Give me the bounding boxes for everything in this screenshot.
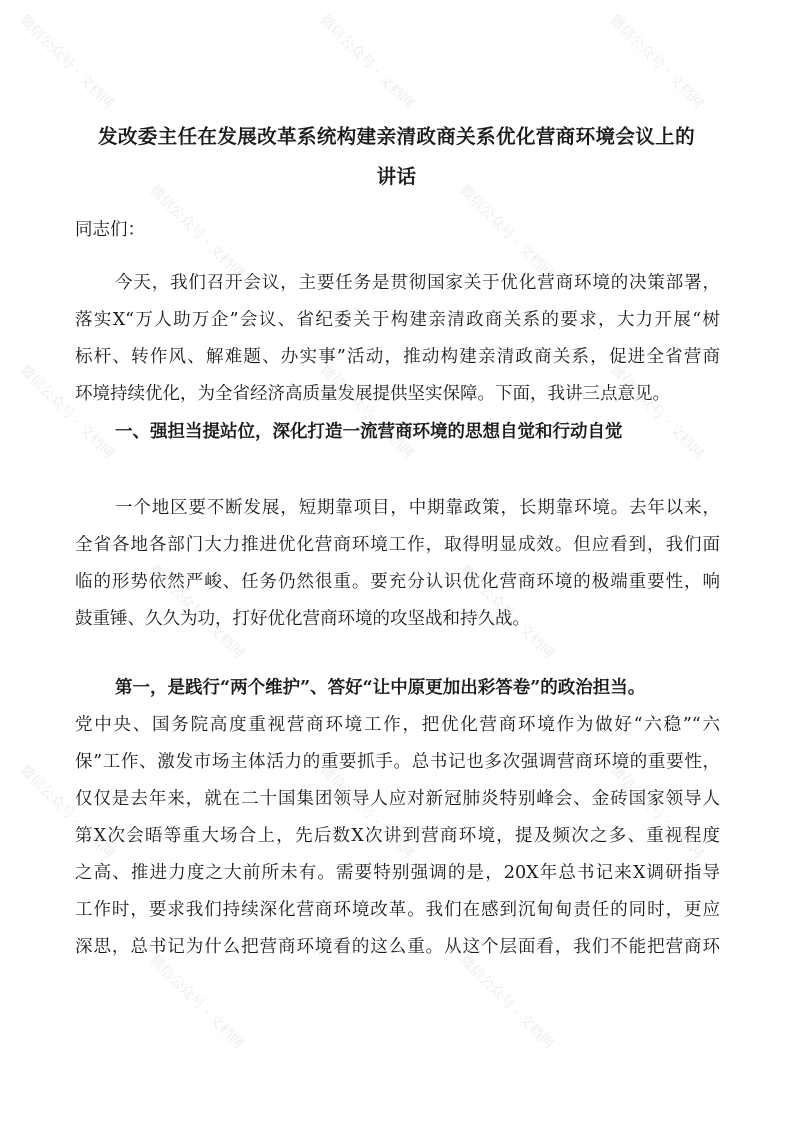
watermark: 微信公众号 · 文档网 — [16, 762, 117, 863]
paragraph-line: 仅仅是去年来，就在二十国集团领导人应对新冠肺炎特别峰会、金砖国家领导人 — [75, 789, 720, 809]
heading-line: 一、强担当提站位，深化打造一流营商环境的思想自觉和行动自觉 — [115, 422, 623, 442]
watermark: 微信公众号 · 文档网 — [456, 562, 557, 663]
watermark: 微信公众号 · 文档网 — [146, 952, 247, 1053]
watermark: 微信公众号 · 文档网 — [16, 12, 117, 113]
paragraph-line: 党中央、国务院高度重视营商环境工作，把优化营商环境作为做好“六稳”“六 — [75, 715, 720, 735]
paragraph-line: 今天，我们召开会议，主要任务是贯彻国家关于优化营商环境的决策部署， — [115, 273, 720, 293]
watermark: 微信公众号 · 文档网 — [606, 762, 707, 863]
watermark: 微信公众号 · 文档网 — [146, 562, 247, 663]
salutation: 同志们： — [75, 220, 145, 240]
paragraph-line: 之高、推进力度之大前所未有。需要特别强调的是，20X年总书记来X调研指导 — [75, 863, 720, 883]
paragraph-2 — [75, 490, 720, 638]
title-line: 讲话 — [376, 165, 417, 188]
watermark: 微信公众号 · 文档网 — [456, 182, 557, 283]
paragraph-bold-lead: 第一，是践行“两个维护”、答好“让中原更加出彩答卷”的政治担当。 — [115, 678, 646, 698]
watermark: 微信公众号 · 文档网 — [316, 12, 417, 113]
paragraph-line: 深思，总书记为什么把营商环境看的这么重。从这个层面看，我们不能把营商环 — [75, 937, 720, 957]
paragraph-line: 第X次会晤等重大场合上，先后数X次讲到营商环境，提及频次之多、重视程度 — [75, 826, 720, 846]
paragraph-line: 环境持续优化，为全省经济高质量发展提供坚实保障。下面，我讲三点意见。 — [75, 384, 670, 404]
paragraph-3 — [75, 670, 720, 966]
watermark: 微信公众号 · 文档网 — [316, 762, 417, 863]
paragraph-line: 全省各地各部门大力推进优化营商环境工作，取得明显成效。但应看到，我们面 — [75, 535, 720, 555]
paragraph-line: 保”工作、激发市场主体活力的重要抓手。总书记也多次强调营商环境的重要性， — [75, 752, 720, 772]
watermark: 微信公众号 · 文档网 — [606, 362, 707, 463]
paragraph-line: 工作时，要求我们持续深化营商环境改革。我们在感到沉甸甸责任的同时，更应 — [75, 900, 720, 920]
title-line: 发改委主任在发展改革系统构建亲清政商关系优化营商环境会议上的 — [97, 125, 695, 148]
watermark: 微信公众号 · 文档网 — [456, 952, 557, 1053]
paragraph-line: 鼓重锤、久久为功，打好优化营商环境的攻坚战和持久战。 — [75, 609, 530, 629]
watermark: 微信公众号 · 文档网 — [16, 362, 117, 463]
paragraph-line: 标杆、转作风、解难题、办实事”活动，推动构建亲清政商关系，促进全省营商 — [75, 347, 720, 367]
paragraph-line: 一个地区要不断发展，短期靠项目，中期靠政策，长期靠环境。去年以来， — [115, 498, 720, 518]
paragraph-line: 落实X“万人助万企”会议、省纪委关于构建亲清政商关系的要求，大力开展“树 — [75, 310, 720, 330]
watermark: 微信公众号 · 文档网 — [316, 362, 417, 463]
watermark: 微信公众号 · 文档网 — [146, 182, 247, 283]
watermark: 微信公众号 · 文档网 — [606, 12, 707, 113]
paragraph-line: 临的形势依然严峻、任务仍然很重。要充分认识优化营商环境的极端重要性，响 — [75, 572, 720, 592]
